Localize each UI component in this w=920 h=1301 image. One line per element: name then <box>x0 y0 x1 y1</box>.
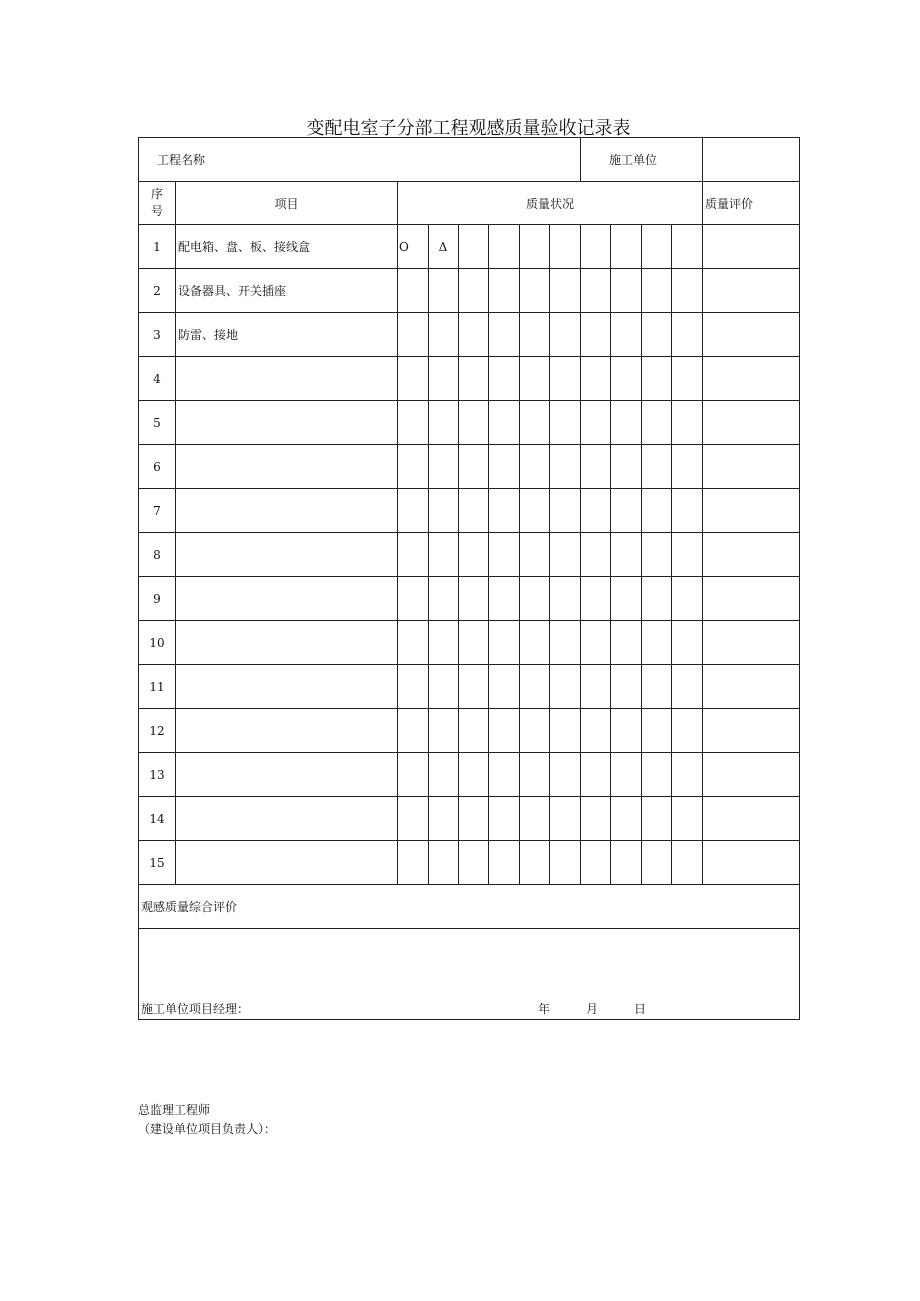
quality-status-cell[interactable] <box>611 401 642 445</box>
quality-status-cell[interactable] <box>672 533 703 577</box>
quality-status-cell[interactable] <box>611 797 642 841</box>
quality-status-cell[interactable] <box>611 357 642 401</box>
quality-status-cell[interactable] <box>489 225 520 269</box>
quality-status-cell[interactable] <box>581 621 611 665</box>
quality-evaluation-cell[interactable] <box>703 709 800 753</box>
quality-status-cell[interactable] <box>459 401 489 445</box>
quality-status-cell[interactable] <box>398 533 429 577</box>
quality-status-cell[interactable] <box>611 269 642 313</box>
quality-status-cell[interactable] <box>611 225 642 269</box>
quality-status-cell[interactable] <box>611 313 642 357</box>
row-item-name[interactable] <box>176 401 398 445</box>
evaluation-header: 质量评价 <box>703 182 800 225</box>
quality-status-cell[interactable] <box>550 533 581 577</box>
row-item-name[interactable] <box>176 709 398 753</box>
quality-status-cell[interactable] <box>550 489 581 533</box>
table-row <box>139 753 800 797</box>
quality-status-cell[interactable] <box>611 665 642 709</box>
quality-status-cell[interactable] <box>672 621 703 665</box>
quality-evaluation-cell[interactable] <box>703 269 800 313</box>
seq-header-line1: 序 <box>150 187 163 201</box>
acceptance-record-table <box>138 137 800 1020</box>
quality-status-cell[interactable] <box>550 357 581 401</box>
quality-status-cell[interactable] <box>459 797 489 841</box>
quality-status-cell[interactable] <box>550 621 581 665</box>
quality-status-cell[interactable] <box>520 489 550 533</box>
quality-status-cell[interactable] <box>550 445 581 489</box>
quality-status-cell[interactable] <box>459 753 489 797</box>
quality-status-cell[interactable] <box>642 269 672 313</box>
quality-evaluation-cell[interactable] <box>703 225 800 269</box>
overall-evaluation-label: 观感质量综合评价 <box>139 885 800 929</box>
quality-status-cell[interactable] <box>672 225 703 269</box>
table-row <box>139 269 800 313</box>
quality-status-cell[interactable] <box>459 269 489 313</box>
row-number: 14 <box>139 797 176 841</box>
quality-status-cell[interactable] <box>672 665 703 709</box>
table-row <box>139 489 800 533</box>
quality-status-cell[interactable] <box>489 489 520 533</box>
row-number: 4 <box>139 357 176 401</box>
row-number: 1 <box>139 225 176 269</box>
quality-status-cell[interactable] <box>520 269 550 313</box>
quality-status-cell[interactable] <box>398 841 429 885</box>
quality-status-cell[interactable] <box>398 269 429 313</box>
row-number: 15 <box>139 841 176 885</box>
quality-status-cell[interactable] <box>550 401 581 445</box>
quality-status-cell[interactable] <box>520 797 550 841</box>
row-item-name[interactable] <box>176 445 398 489</box>
quality-status-cell[interactable] <box>520 577 550 621</box>
quality-status-cell[interactable] <box>459 225 489 269</box>
quality-status-cell[interactable] <box>459 621 489 665</box>
row-item-name[interactable] <box>176 357 398 401</box>
quality-status-cell[interactable] <box>672 357 703 401</box>
table-row <box>139 577 800 621</box>
quality-status-cell[interactable] <box>459 533 489 577</box>
table-row <box>139 445 800 489</box>
quality-status-cell[interactable] <box>398 709 429 753</box>
quality-status-cell[interactable] <box>581 841 611 885</box>
row-number: 5 <box>139 401 176 445</box>
signature-cell[interactable] <box>139 929 800 1020</box>
quality-status-cell[interactable] <box>429 489 459 533</box>
quality-status-cell[interactable] <box>489 445 520 489</box>
quality-status-cell[interactable] <box>611 533 642 577</box>
quality-status-cell[interactable] <box>642 709 672 753</box>
seq-header-line2: 号 <box>150 204 163 218</box>
quality-status-cell[interactable] <box>459 357 489 401</box>
date-month: 月 <box>586 1002 599 1016</box>
quality-status-cell[interactable] <box>489 797 520 841</box>
row-item-name[interactable] <box>176 621 398 665</box>
row-item-name[interactable] <box>176 533 398 577</box>
row-number: 11 <box>139 665 176 709</box>
quality-status-cell[interactable] <box>642 313 672 357</box>
table-row <box>139 621 800 665</box>
quality-status-cell[interactable] <box>581 665 611 709</box>
quality-status-cell[interactable]: O <box>398 225 429 269</box>
quality-status-cell[interactable] <box>672 313 703 357</box>
quality-status-cell[interactable] <box>489 621 520 665</box>
quality-status-cell[interactable] <box>581 489 611 533</box>
quality-status-cell[interactable] <box>429 797 459 841</box>
quality-status-cell[interactable] <box>459 489 489 533</box>
row-item-name[interactable] <box>176 665 398 709</box>
quality-status-cell[interactable] <box>459 709 489 753</box>
quality-evaluation-cell[interactable] <box>703 577 800 621</box>
quality-status-cell[interactable] <box>459 445 489 489</box>
project-manager-label: 施工单位项目经理： <box>141 1002 250 1016</box>
quality-status-cell[interactable] <box>429 269 459 313</box>
quality-status-cell[interactable] <box>672 797 703 841</box>
table-row <box>139 401 800 445</box>
quality-status-cell[interactable] <box>489 665 520 709</box>
quality-evaluation-cell[interactable] <box>703 401 800 445</box>
quality-status-cell[interactable] <box>611 841 642 885</box>
quality-status-cell[interactable] <box>672 753 703 797</box>
table-row <box>139 709 800 753</box>
quality-status-cell[interactable] <box>581 357 611 401</box>
quality-status-cell[interactable] <box>550 269 581 313</box>
quality-evaluation-cell[interactable] <box>703 753 800 797</box>
row-item-name[interactable] <box>176 753 398 797</box>
date-day: 日 <box>634 1002 647 1016</box>
quality-status-cell[interactable] <box>429 709 459 753</box>
quality-status-cell[interactable] <box>611 445 642 489</box>
quality-status-cell[interactable] <box>672 401 703 445</box>
quality-status-cell[interactable] <box>398 313 429 357</box>
quality-status-cell[interactable] <box>489 269 520 313</box>
quality-status-cell[interactable] <box>642 401 672 445</box>
row-item-name[interactable]: 配电箱、盘、板、接线盒 <box>176 225 398 269</box>
quality-status-cell[interactable] <box>398 665 429 709</box>
quality-status-cell[interactable] <box>520 445 550 489</box>
quality-status-cell[interactable] <box>581 445 611 489</box>
quality-status-cell[interactable] <box>672 269 703 313</box>
chief-supervisor-block <box>138 1101 276 1139</box>
quality-status-cell[interactable] <box>611 577 642 621</box>
quality-status-cell[interactable]: Δ <box>429 225 459 269</box>
quality-status-cell[interactable] <box>459 313 489 357</box>
quality-status-cell[interactable] <box>398 401 429 445</box>
quality-status-cell[interactable] <box>429 313 459 357</box>
quality-status-cell[interactable] <box>581 533 611 577</box>
quality-status-cell[interactable] <box>611 489 642 533</box>
quality-status-cell[interactable] <box>398 445 429 489</box>
signature-row <box>139 929 800 1020</box>
sign-date <box>538 1000 646 1017</box>
quality-status-cell[interactable] <box>429 753 459 797</box>
quality-status-cell[interactable] <box>672 577 703 621</box>
row-number: 7 <box>139 489 176 533</box>
quality-status-cell[interactable] <box>642 665 672 709</box>
quality-status-cell[interactable] <box>642 357 672 401</box>
quality-status-cell[interactable] <box>489 313 520 357</box>
quality-status-cell[interactable] <box>429 621 459 665</box>
table-row <box>139 841 800 885</box>
row-number: 8 <box>139 533 176 577</box>
row-number: 2 <box>139 269 176 313</box>
quality-status-cell[interactable] <box>520 753 550 797</box>
quality-evaluation-cell[interactable] <box>703 841 800 885</box>
quality-status-cell[interactable] <box>581 401 611 445</box>
quality-status-cell[interactable] <box>520 225 550 269</box>
quality-status-cell[interactable] <box>429 445 459 489</box>
quality-status-cell[interactable] <box>642 841 672 885</box>
owner-representative-label: （建设单位项目负责人）： <box>138 1122 277 1136</box>
quality-status-cell[interactable] <box>398 621 429 665</box>
quality-status-cell[interactable] <box>459 577 489 621</box>
quality-status-cell[interactable] <box>611 621 642 665</box>
quality-status-cell[interactable] <box>581 753 611 797</box>
quality-status-cell[interactable] <box>581 313 611 357</box>
status-header: 质量状况 <box>398 182 703 225</box>
chief-supervisor-label: 总监理工程师 <box>138 1103 211 1117</box>
quality-status-cell[interactable] <box>672 445 703 489</box>
quality-evaluation-cell[interactable] <box>703 621 800 665</box>
quality-status-cell[interactable] <box>642 797 672 841</box>
row-number: 9 <box>139 577 176 621</box>
quality-status-cell[interactable] <box>581 577 611 621</box>
quality-status-cell[interactable] <box>672 489 703 533</box>
quality-status-cell[interactable] <box>520 533 550 577</box>
quality-evaluation-cell[interactable] <box>703 357 800 401</box>
quality-status-cell[interactable] <box>642 225 672 269</box>
quality-status-cell[interactable] <box>398 357 429 401</box>
quality-evaluation-cell[interactable] <box>703 313 800 357</box>
quality-status-cell[interactable] <box>489 753 520 797</box>
table-row <box>139 797 800 841</box>
quality-status-cell[interactable] <box>550 841 581 885</box>
quality-status-cell[interactable] <box>672 841 703 885</box>
quality-status-cell[interactable] <box>429 577 459 621</box>
row-item-name[interactable] <box>176 797 398 841</box>
quality-status-cell[interactable] <box>429 665 459 709</box>
quality-status-cell[interactable] <box>642 445 672 489</box>
quality-status-cell[interactable] <box>398 577 429 621</box>
quality-status-cell[interactable] <box>520 709 550 753</box>
project-name-label: 工程名称 <box>139 138 581 182</box>
quality-status-cell[interactable] <box>520 401 550 445</box>
date-year: 年 <box>538 1002 551 1016</box>
quality-status-cell[interactable] <box>550 753 581 797</box>
quality-status-cell[interactable] <box>489 841 520 885</box>
quality-evaluation-cell[interactable] <box>703 533 800 577</box>
quality-evaluation-cell[interactable] <box>703 489 800 533</box>
quality-status-cell[interactable] <box>429 357 459 401</box>
row-item-name[interactable] <box>176 841 398 885</box>
quality-status-cell[interactable] <box>398 753 429 797</box>
quality-status-cell[interactable] <box>550 797 581 841</box>
quality-status-cell[interactable] <box>520 621 550 665</box>
seq-header <box>139 182 176 225</box>
table-row <box>139 313 800 357</box>
row-number: 10 <box>139 621 176 665</box>
quality-status-cell[interactable] <box>550 577 581 621</box>
row-item-name[interactable] <box>176 577 398 621</box>
quality-status-cell[interactable] <box>581 269 611 313</box>
row-item-name[interactable]: 设备器具、开关插座 <box>176 269 398 313</box>
quality-status-cell[interactable] <box>398 489 429 533</box>
form-title: 变配电室子分部工程观感质量验收记录表 <box>306 118 631 139</box>
quality-status-cell[interactable] <box>550 313 581 357</box>
quality-status-cell[interactable] <box>611 709 642 753</box>
quality-status-cell[interactable] <box>489 357 520 401</box>
row-number: 6 <box>139 445 176 489</box>
quality-status-cell[interactable] <box>642 533 672 577</box>
quality-status-cell[interactable] <box>459 841 489 885</box>
quality-status-cell[interactable] <box>520 357 550 401</box>
table-row <box>139 357 800 401</box>
quality-status-cell[interactable] <box>642 489 672 533</box>
quality-status-cell[interactable] <box>642 577 672 621</box>
quality-status-cell[interactable] <box>459 665 489 709</box>
quality-status-cell[interactable] <box>429 841 459 885</box>
quality-status-cell[interactable] <box>611 753 642 797</box>
quality-evaluation-cell[interactable] <box>703 797 800 841</box>
contractor-value[interactable] <box>703 138 800 182</box>
table-row <box>139 225 800 269</box>
quality-status-cell[interactable] <box>581 797 611 841</box>
quality-status-cell[interactable] <box>520 841 550 885</box>
row-number: 12 <box>139 709 176 753</box>
quality-status-cell[interactable] <box>398 797 429 841</box>
quality-status-cell[interactable] <box>642 621 672 665</box>
quality-status-cell[interactable] <box>550 225 581 269</box>
quality-status-cell[interactable] <box>672 709 703 753</box>
table-row <box>139 665 800 709</box>
quality-status-cell[interactable] <box>550 665 581 709</box>
quality-status-cell[interactable] <box>489 401 520 445</box>
quality-status-cell[interactable] <box>520 665 550 709</box>
quality-status-cell[interactable] <box>581 225 611 269</box>
row-item-name[interactable]: 防雷、接地 <box>176 313 398 357</box>
row-item-name[interactable] <box>176 489 398 533</box>
quality-status-cell[interactable] <box>429 533 459 577</box>
quality-status-cell[interactable] <box>429 401 459 445</box>
quality-status-cell[interactable] <box>489 709 520 753</box>
quality-status-cell[interactable] <box>520 313 550 357</box>
project-info-row <box>139 138 800 182</box>
quality-status-cell[interactable] <box>489 577 520 621</box>
quality-status-cell[interactable] <box>489 533 520 577</box>
quality-status-cell[interactable] <box>550 709 581 753</box>
quality-evaluation-cell[interactable] <box>703 445 800 489</box>
signature-area <box>139 929 799 1019</box>
contractor-label: 施工单位 <box>581 138 703 182</box>
row-number: 3 <box>139 313 176 357</box>
item-header: 项目 <box>176 182 398 225</box>
quality-status-cell[interactable] <box>581 709 611 753</box>
overall-evaluation-row <box>139 885 800 929</box>
table-row <box>139 533 800 577</box>
row-number: 13 <box>139 753 176 797</box>
quality-status-cell[interactable] <box>642 753 672 797</box>
quality-evaluation-cell[interactable] <box>703 665 800 709</box>
column-header-row <box>139 182 800 225</box>
